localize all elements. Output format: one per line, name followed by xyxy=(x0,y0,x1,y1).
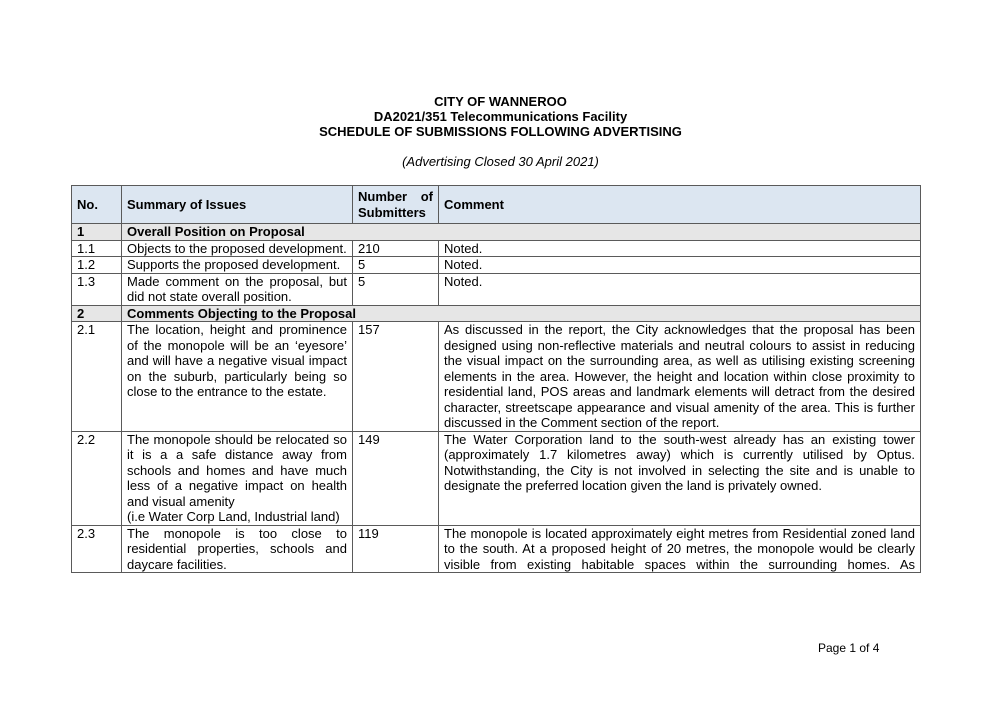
table-header-row xyxy=(72,186,921,224)
section-row xyxy=(72,224,921,241)
row-issue: The monopole is too close to residential properties, schools and daycare facilities. xyxy=(122,525,353,573)
header-comment: Comment xyxy=(439,186,921,224)
row-comment: Noted. xyxy=(439,240,921,257)
header-number: Number of Submitters xyxy=(353,186,439,224)
document-heading: SCHEDULE OF SUBMISSIONS FOLLOWING ADVERTISING xyxy=(319,124,682,139)
row-comment: Noted. xyxy=(439,273,921,305)
row-issue: The monopole should be relocated so it is a a safe distance away from schools and homes and have much less of a negative impact on health and visual amenity xyxy=(127,431,347,509)
row-number: 1.3 xyxy=(72,273,122,305)
row-number: 2.2 xyxy=(72,431,122,525)
table-row xyxy=(72,240,921,257)
row-number: 2.1 xyxy=(72,322,122,432)
header-summary: Summary of Issues xyxy=(122,186,353,224)
section-title: Overall Position on Proposal xyxy=(122,224,921,241)
row-comment: The Water Corporation land to the south-west already has an existing tower (approximately 1.7 kilometres away) which is currently utilised by Optus. Notwithstanding, the City is not involved in selecting the site and is unable to designate the preferred location given the land is privately owned. xyxy=(439,431,921,525)
row-count: 210 xyxy=(353,240,439,257)
row-issue: Made comment on the proposal, but did not state overall position. xyxy=(122,273,353,305)
row-issue-cell xyxy=(122,431,353,525)
row-count: 5 xyxy=(353,273,439,305)
row-comment: As discussed in the report, the City acknowledges that the proposal has been designed using non-reflective materials and neutral colours to assist in reducing the visual impact on the surrounding area, as well as utilising existing screening elements in the area. However, the height and location within close proximity to residential land, POS areas and landmark elements will detract from the desired character, streetscape appearance and visual amenity of the area. This is further discussed in the Comment section of the report. xyxy=(439,322,921,432)
row-comment: The monopole is located approximately eight metres from Residential zoned land to the south. At a proposed height of 20 metres, the monopole would be clearly visible from existing habitable spaces within the surrounding homes. As xyxy=(439,525,921,573)
section-title: Comments Objecting to the Proposal xyxy=(122,305,921,322)
advertising-note: (Advertising Closed 30 April 2021) xyxy=(402,154,599,169)
header-no: No. xyxy=(72,186,122,224)
row-count: 119 xyxy=(353,525,439,573)
row-issue: The location, height and prominence of the monopole will be an ‘eyesore’ and will have a negative visual impact on the suburb, particularly being so close to the entrance to the estate. xyxy=(122,322,353,432)
document-title: CITY OF WANNEROO xyxy=(434,94,567,109)
submissions-table xyxy=(71,185,921,573)
section-number: 2 xyxy=(72,305,122,322)
row-number: 2.3 xyxy=(72,525,122,573)
table-row xyxy=(72,525,921,573)
section-row xyxy=(72,305,921,322)
page-number: Page 1 of 4 xyxy=(818,641,880,655)
table-row xyxy=(72,322,921,432)
row-number: 1.2 xyxy=(72,257,122,274)
row-count: 149 xyxy=(353,431,439,525)
table-row xyxy=(72,257,921,274)
row-count: 5 xyxy=(353,257,439,274)
table-row xyxy=(72,431,921,525)
table-row xyxy=(72,273,921,305)
row-issue-note: (i.e Water Corp Land, Industrial land) xyxy=(127,509,340,524)
section-number: 1 xyxy=(72,224,122,241)
row-issue: Supports the proposed development. xyxy=(122,257,353,274)
row-comment: Noted. xyxy=(439,257,921,274)
row-number: 1.1 xyxy=(72,240,122,257)
row-issue: Objects to the proposed development. xyxy=(122,240,353,257)
document-subject: DA2021/351 Telecommunications Facility xyxy=(373,109,628,124)
row-count: 157 xyxy=(353,322,439,432)
